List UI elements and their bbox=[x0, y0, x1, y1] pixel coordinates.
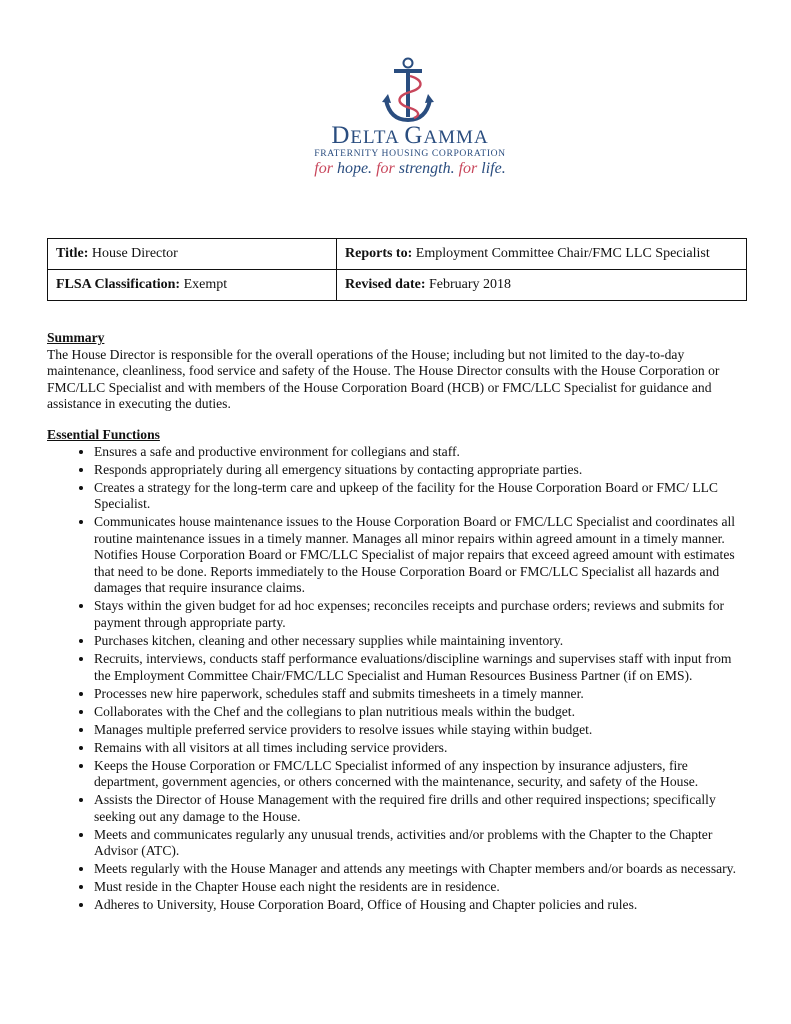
table-row bbox=[48, 270, 747, 301]
list-item: • Must reside in the Chapter House each night the residents are in residence. bbox=[94, 879, 747, 896]
essential-functions-heading: Essential Functions bbox=[47, 426, 160, 442]
table-row bbox=[48, 239, 747, 270]
summary-text: The House Director is responsible for the overall operations of the House; including but not limited to the day-to-day maintenance, cleanliness, food service and safety of the House. The House Director consults with the House Corporation or FMC/LLC Specialist and with members of the House Corporation Board (HCB) or FMC/LLC Specialist for guidance and assistance in executing the duties. bbox=[47, 346, 720, 412]
list-item: • Purchases kitchen, cleaning and other necessary supplies while maintaining inventory. bbox=[94, 633, 747, 650]
list-item: • Meets regularly with the House Manager and attends any meetings with Chapter members and/or boards as necessary. bbox=[94, 861, 747, 878]
list-item: • Adheres to University, House Corporation Board, Office of Housing and Chapter policies and rules. bbox=[94, 897, 747, 914]
list-item: • Meets and communicates regularly any unusual trends, activities and/or problems with the Chapter to the Chapter Advisor (ATC). bbox=[94, 827, 747, 860]
flsa-cell: FLSA Classification: Exempt bbox=[48, 270, 337, 301]
org-subtitle: FRATERNITY HOUSING CORPORATION bbox=[314, 148, 506, 159]
list-item: • Remains with all visitors at all times including service providers. bbox=[94, 740, 747, 757]
essential-functions-list bbox=[47, 444, 747, 914]
job-info-table bbox=[47, 238, 747, 301]
summary-heading: Summary bbox=[47, 330, 105, 345]
list-item: • Recruits, interviews, conducts staff performance evaluations/discipline warnings and supervises staff with input from the Employment Committee Chair/FMC/LLC Specialist and Human Resources Business Partner (if on EMS). bbox=[94, 651, 747, 684]
list-item: • Creates a strategy for the long-term care and upkeep of the facility for the House Corporation Board or FMC/ LLC Specialist. bbox=[94, 480, 747, 513]
list-item: • Stays within the given budget for ad hoc expenses; reconciles receipts and purchase orders; reviews and submits for payment through appropriate party. bbox=[94, 598, 747, 631]
list-item: • Responds appropriately during all emergency situations by contacting appropriate parties. bbox=[94, 462, 747, 479]
reports-to-cell: Reports to: Employment Committee Chair/FMC LLC Specialist bbox=[337, 239, 747, 270]
revised-date-cell: Revised date: February 2018 bbox=[337, 270, 747, 301]
list-item: • Manages multiple preferred service providers to resolve issues while staying within budget. bbox=[94, 722, 747, 739]
tagline: for hope. for strength. for life. bbox=[314, 160, 506, 177]
list-item: • Ensures a safe and productive environment for collegians and staff. bbox=[94, 444, 747, 461]
logo bbox=[300, 56, 520, 186]
list-item: • Collaborates with the Chef and the collegians to plan nutritious meals within the budget. bbox=[94, 704, 747, 721]
document-body bbox=[47, 330, 747, 915]
org-name: DELTA GAMMA bbox=[331, 122, 489, 149]
list-item: • Processes new hire paperwork, schedules staff and submits timesheets in a timely manner. bbox=[94, 686, 747, 703]
anchor-icon bbox=[380, 56, 436, 128]
list-item: • Keeps the House Corporation or FMC/LLC Specialist informed of any inspection by insurance adjusters, fire department, government agencies, or others concerned with the maintenance, security, and safety of the House. bbox=[94, 758, 747, 791]
title-cell: Title: House Director bbox=[48, 239, 337, 270]
list-item: • Assists the Director of House Management with the required fire drills and other required inspections; specifically seeking out any damage to the House. bbox=[94, 792, 747, 825]
list-item: • Communicates house maintenance issues to the House Corporation Board or FMC/LLC Specialist and coordinates all routine maintenance issues in a timely manner. Manages all minor repairs within agreed amount in a timely manner. Notifies House Corporation Board or FMC/LLC Specialist of major repairs that exceed agreed amount with estimates that need to be done. Reports immediately to the House Corporation Board or FMC/LLC Specialist all hazards and damages that require insurance claims. bbox=[94, 514, 747, 597]
